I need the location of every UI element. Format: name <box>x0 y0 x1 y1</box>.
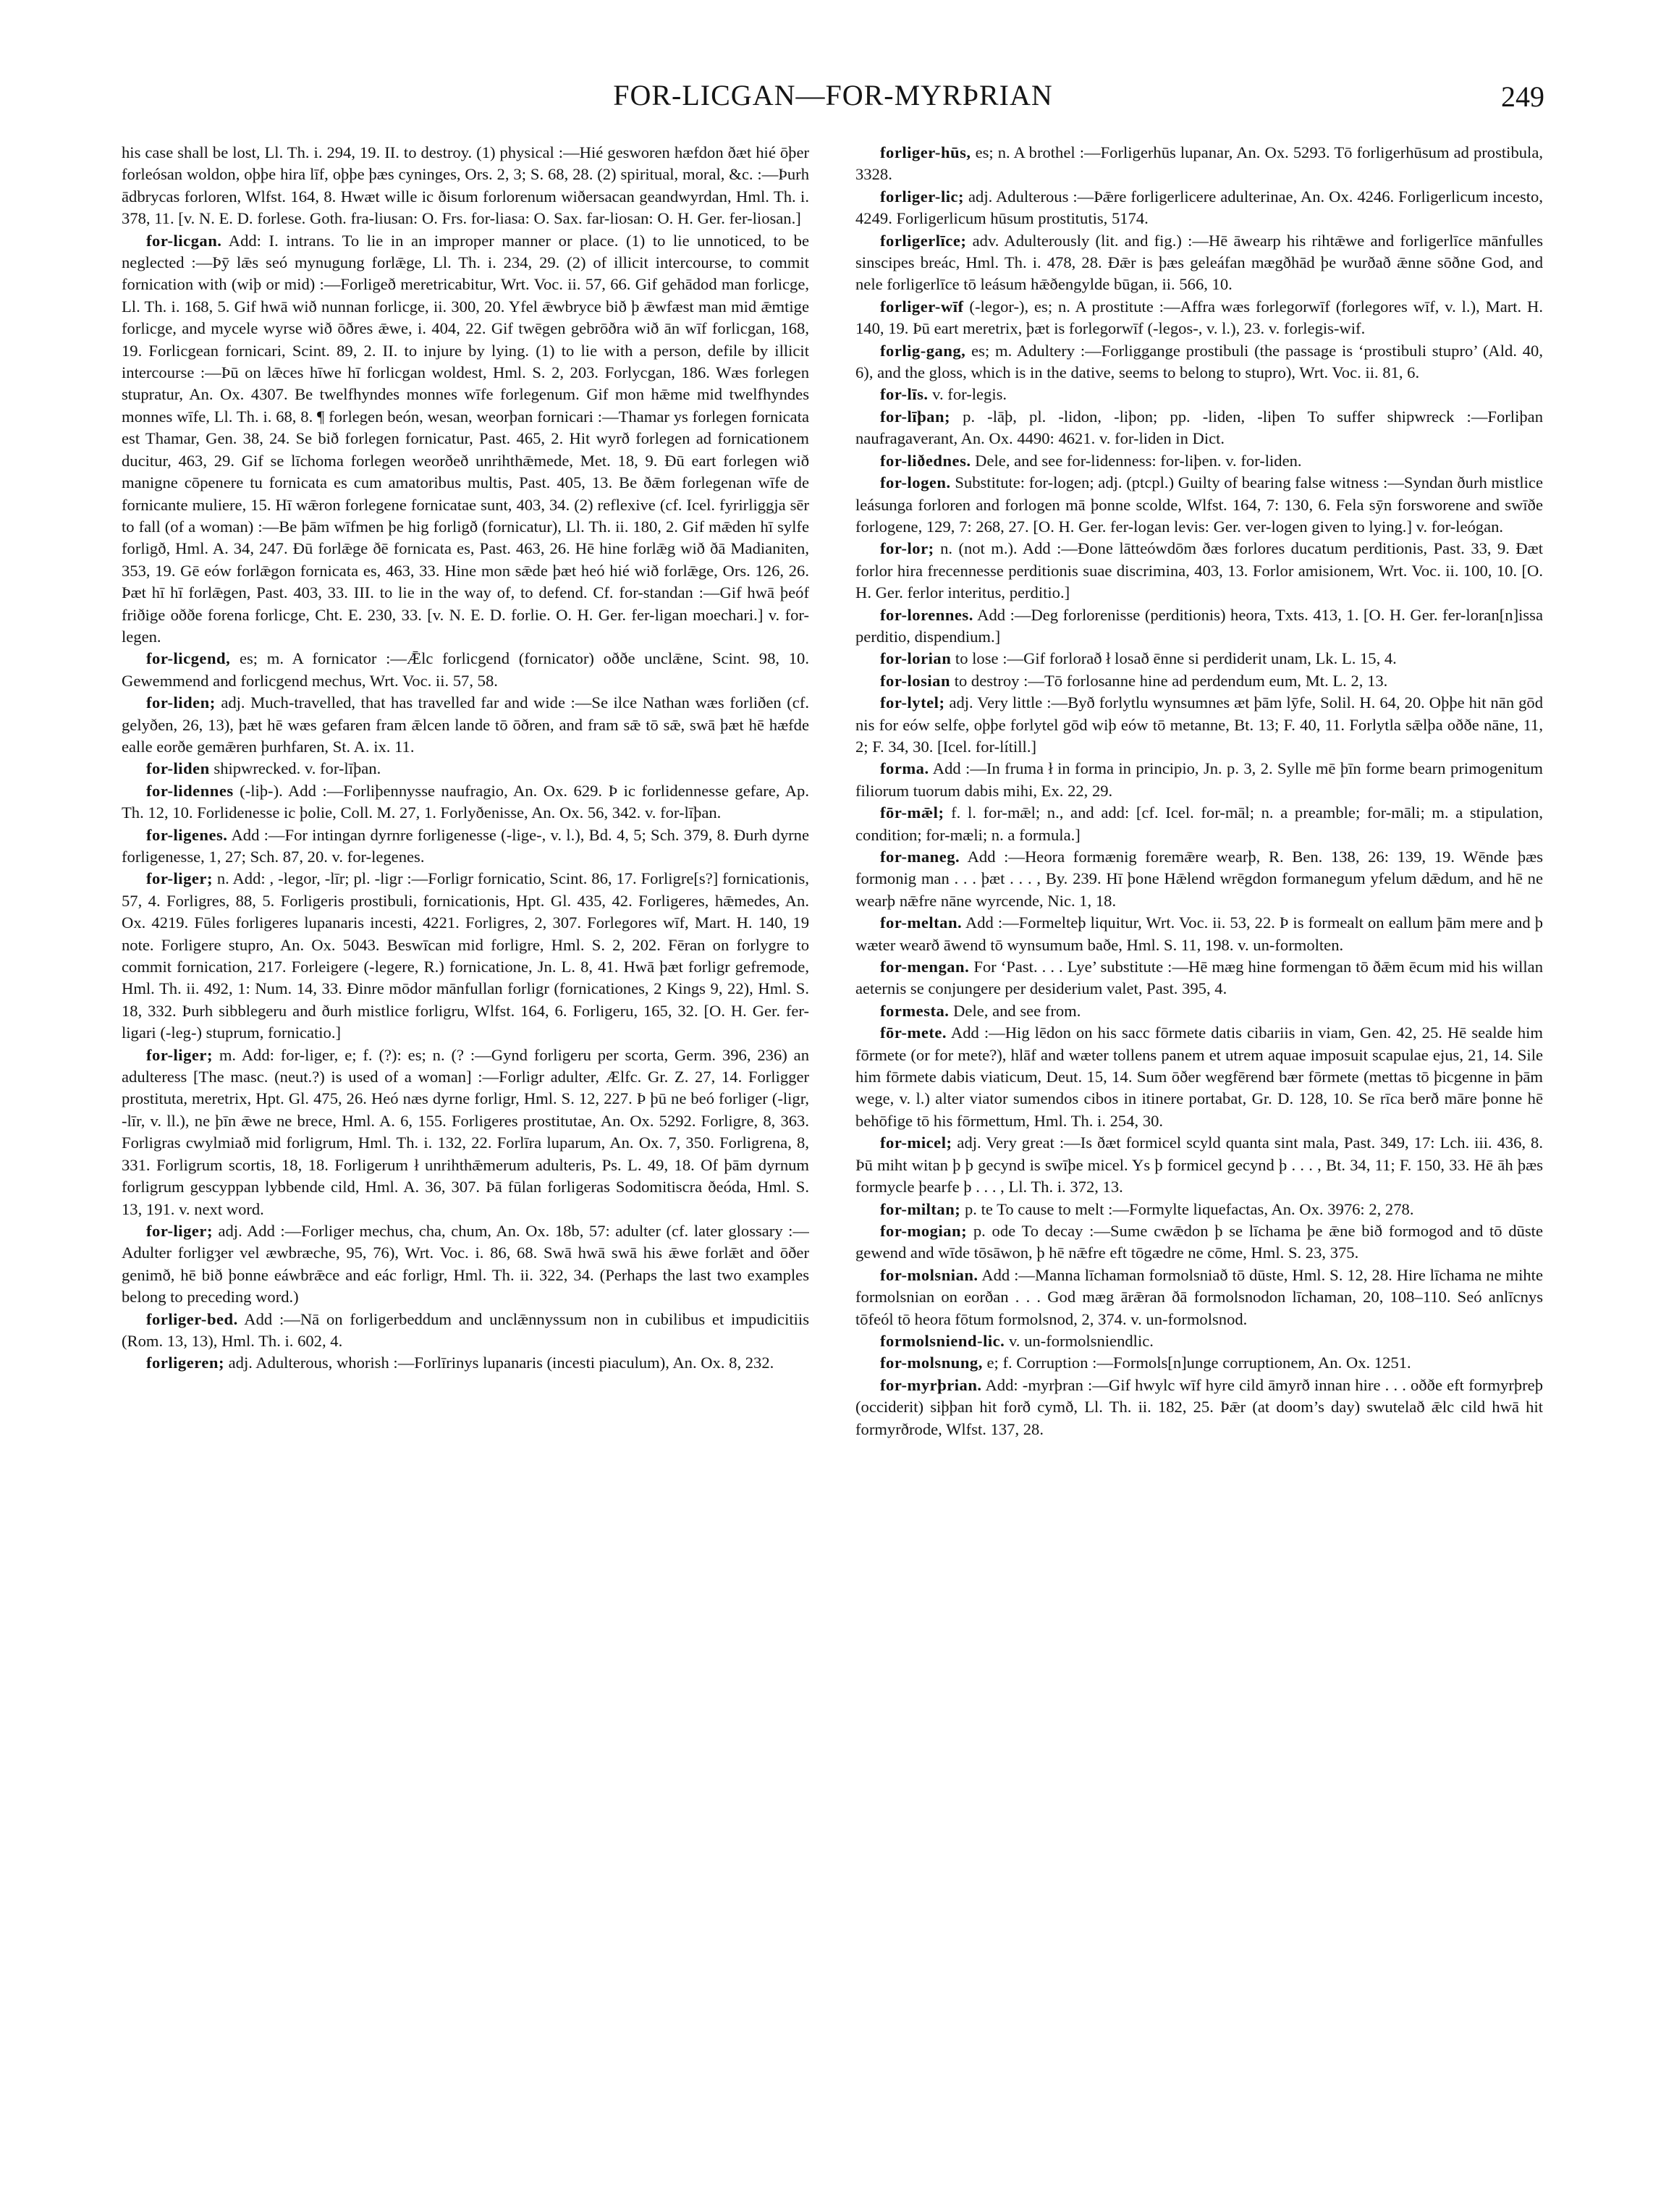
dictionary-entry <box>855 692 1543 758</box>
dictionary-entry <box>122 868 809 1044</box>
dictionary-entry <box>855 912 1543 956</box>
entry-headword: for-losian <box>880 671 951 690</box>
dictionary-entry <box>855 186 1543 230</box>
page-header <box>122 78 1544 122</box>
entry-body: p. ode To decay :—Sume cwǣdon þ se līchama þe ǣne bið formogod and tō dūste gewend and wīde tōsāwon, þ hē nǣfre eft tōgædre ne cōme, Hml. S. 23, 375. <box>855 1221 1543 1262</box>
entry-headword: for-lorian <box>880 649 952 668</box>
entry-headword: forliger-bed. <box>146 1309 238 1328</box>
entry-body: m. Add: for-liger, e; f. (?): es; n. (? :—Gynd forligeru per scorta, Germ. 396, 236) an adulteress [The masc. (neut.?) is used of a woman] :—Forligr adulter, Ælfc. Gr. Z. 27, 14. Forligger prostituta, meretrix, Hpt. Gl. 475, 26. Heó næs dyrne forligr, Hml. S. 12, 227. Þ þū ne beó forliger (-ligr, -līr, v. ll.), ne þīn ǣwe ne brece, Hml. A. 6, 155. Forligeres prostitutae, An. Ox. 5292. Forligre, 8, 363. Forligras cwylmiað mid forligrum, Hml. Th. i. 132, 22. Forlīra luparum, An. Ox. 7, 350. Forligrena, 8, 331. Forligrum scortis, 18, 18. Forligerum ł unrihthǣmerum adulteris, Ps. L. 49, 18. Of þām dyrnum forligrum gescyppan lybbende cild, Hml. A. 36, 307. Þā fūlan forligeras Sodomitiscra ðeóda, Hml. S. 13, 191. v. next word. <box>122 1045 809 1218</box>
dictionary-entry <box>855 1132 1543 1198</box>
entry-body: f. l. for-mǣl; n., and add: [cf. Icel. for-māl; n. a preamble; for-māli; m. a stipulation, condition; for-mæli; n. a formula.] <box>855 803 1543 844</box>
dictionary-entry <box>122 142 809 230</box>
entry-headword: for-licgan. <box>146 231 222 250</box>
dictionary-entry <box>122 1220 809 1309</box>
entry-body: to lose :—Gif forlorað ł losað ēnne si perdiderit unam, Lk. L. 15, 4. <box>951 649 1397 668</box>
dictionary-entry <box>855 142 1543 186</box>
dictionary-entry <box>122 1309 809 1353</box>
entry-headword: for-liden <box>146 759 210 778</box>
page-number: 249 <box>1501 80 1544 113</box>
entry-body: p. -lāþ, pl. -lidon, -liþon; pp. -liden, -liþen To suffer shipwreck :—Forliþan naufragaverant, An. Ox. 4490: 4621. v. for-liden in Dict. <box>855 407 1543 448</box>
entry-headword: for-logen. <box>880 473 951 492</box>
entry-headword: fōr-mete. <box>880 1023 947 1042</box>
dictionary-entry <box>855 450 1543 472</box>
entry-body: (-legor-), es; n. A prostitute :—Affra wæs forlegorwīf (forlegores wīf, v. l.), Mart. H. 140, 19. Þū eart meretrix, þæt is forlegorwīf (-legos-, v. l.), 23. v. forlegis-wif. <box>855 297 1543 338</box>
entry-headword: formolsniend-lic. <box>880 1331 1005 1350</box>
dictionary-entry <box>855 1022 1543 1132</box>
dictionary-entry <box>855 1352 1543 1374</box>
dictionary-entry <box>855 340 1543 384</box>
entry-headword: for-miltan; <box>880 1199 961 1218</box>
entry-headword: for-mengan. <box>880 958 970 976</box>
entry-body: Add :—In fruma ł in forma in principio, Jn. p. 3, 2. Sylle mē þīn forme bearn primogenitum filiorum tuorum dabis mihi, Ex. 22, 29. <box>855 759 1543 800</box>
entry-headword: forliger-lic; <box>880 187 965 206</box>
dictionary-entry <box>855 1000 1543 1022</box>
entry-body: Add :—Formelteþ liquitur, Wrt. Voc. ii. 53, 22. Þ is formealt on eallum þām mere and þ wæter wearð āwend tō wynsumum baðe, Hml. S. 11, 198. v. un-formolten. <box>855 913 1543 954</box>
entry-body: es; m. A fornicator :—Ǣlc forlicgend (fornicator) oððe unclǣne, Scint. 98, 10. Gewemmend and forlicgend mechus, Wrt. Voc. ii. 57, 58. <box>122 649 809 690</box>
dictionary-entry <box>122 780 809 824</box>
entry-headword: forlig-gang, <box>880 341 966 360</box>
entry-headword: forliger-hūs, <box>880 143 971 161</box>
entry-headword: for-liðednes. <box>880 451 971 470</box>
dictionary-entry <box>855 1199 1543 1220</box>
entry-headword: for-myrþrian. <box>880 1375 982 1394</box>
entry-body: adj. Adulterous :—Þǣre forligerlicere adulterinae, An. Ox. 4246. Forligerlicum incesto, 4249. Forligerlicum hūsum prostitutis, 5174. <box>855 187 1543 228</box>
entry-body: Dele, and see from. <box>949 1001 1081 1020</box>
entry-body: es; n. A brothel :—Forligerhūs lupanar, An. Ox. 5293. Tō forligerhūsum ad prostibula, 3328. <box>855 143 1543 184</box>
dictionary-entry <box>855 472 1543 538</box>
entry-headword: for-liden; <box>146 693 216 712</box>
dictionary-entry <box>122 758 809 780</box>
entry-headword: for-lorennes. <box>880 605 973 624</box>
dictionary-entry <box>855 846 1543 912</box>
entry-headword: for-līs. <box>880 385 929 404</box>
dictionary-entry <box>855 802 1543 846</box>
entry-body: to destroy :—Tō forlosanne hine ad perdendum eum, Mt. L. 2, 13. <box>950 671 1388 690</box>
entry-body: v. for-legis. <box>928 385 1007 404</box>
entry-headword: fōr-mǣl; <box>880 803 944 822</box>
dictionary-entry <box>855 648 1543 670</box>
entry-headword: for-lor; <box>880 539 934 558</box>
entry-headword: for-liger; <box>146 1221 213 1240</box>
entry-headword: for-micel; <box>880 1134 952 1152</box>
dictionary-entry <box>855 1220 1543 1265</box>
entry-headword: for-ligenes. <box>146 825 228 844</box>
entry-body: Dele, and see for-lidenness: for-liþen. v. for-liden. <box>971 451 1302 470</box>
dictionary-entry <box>855 604 1543 649</box>
dictionary-entry <box>122 230 809 649</box>
dictionary-entry <box>855 670 1543 692</box>
entry-body: Add :—Manna līchaman formolsniað tō dūste, Hml. S. 12, 28. Hire līchama ne mihte formolsnian on eorðan . . . God mæg ārǣran ðā formolsnodon līchaman, 20, 108–110. Seó anlīcnys tōfeól tō heora fōtum formolsnod, 2, 374. v. un-formolsnod. <box>855 1265 1543 1328</box>
entry-headword: for-līþan; <box>880 407 951 426</box>
dictionary-entry <box>855 956 1543 1000</box>
entry-body: adj. Adulterous, whorish :—Forlīrinys lupanaris (incesti piaculum), An. Ox. 8, 232. <box>224 1354 774 1372</box>
entry-body: Add :—Deg forlorenisse (perditionis) heora, Txts. 413, 1. [O. H. Ger. fer-loran[n]issa perditio, dispendium.] <box>855 605 1543 646</box>
entry-headword: for-lidennes <box>146 781 234 800</box>
entry-body: (-liþ-). Add :—Forliþennysse naufragio, An. Ox. 629. Þ ic forlidennesse gefare, Ap. Th. 12, 10. Forlidenesse ic þolie, Coll. M. 27, 1. Forlyðenisse, An. Ox. 56, 342. v. for-līþan. <box>122 781 809 822</box>
entry-body: n. Add: , -legor, -līr; pl. -ligr :—Forligr fornicatio, Scint. 86, 17. Forligre[s?] fornicationis, 57, 4. Forligres, 88, 5. Forligeris prostibuli, fornicationis, Hpt. Gl. 435, 42. Forligeres, hǣmedes, An. Ox. 4219. Fūles forligeres lupanaris incesti, 4221. Forligres, 2, 307. Forlegores wīf, Mart. H. 140, 19 note. Forligere stupro, An. Ox. 5043. Beswīcan mid forligre, Hml. S. 2, 202. Fēran on forlygre to commit fornication, 217. Forleigere (-legere, R.) fornicatione, Jn. L. 8, 41. Hwā þæt forligr gefremode, Hml. Th. ii. 492, 1: Num. 14, 33. Ðinre mōdor mānfullan forligr (fornicationes, 2 Kings 9, 22), Hml. S. 18, 332. Þurh sibblegeru and ðurh mistlice forligru, Wlfst. 164, 6. Forligeru, 165, 32. [O. H. Ger. fer-ligari (-leg-) stuprum, fornicatio.] <box>122 869 809 1042</box>
entry-body: Substitute: for-logen; adj. (ptcpl.) Guilty of bearing false witness :—Syndan ðurh mistlice leásunga forloren and forlogen mā þonne scolde, Wlfst. 164, 7: 130, 6. Fela sȳn forsworene and swīðe forlogene, 129, 7: 268, 27. [O. H. Ger. fer-logan levis: Ger. ver-logen given to lying.] v. for-leógan. <box>855 473 1543 536</box>
running-head: FOR-LICGAN—FOR-MYRÞRIAN <box>613 79 1053 111</box>
entry-body: shipwrecked. v. for-līþan. <box>209 759 381 778</box>
dictionary-entry <box>855 538 1543 604</box>
entry-headword: for-meltan. <box>880 913 963 932</box>
entry-body: v. un-formolsniendlic. <box>1005 1331 1154 1350</box>
dictionary-entry <box>855 758 1543 802</box>
left-column <box>122 142 809 2161</box>
entry-body: Add :—For intingan dyrnre forligenesse (-lige-, v. l.), Bd. 4, 5; Sch. 379, 8. Ðurh dyrne forligenesse, 1, 27; Sch. 87, 20. v. for-legenes. <box>122 825 809 866</box>
entry-body: adj. Add :—Forliger mechus, cha, chum, An. Ox. 18b, 57: adulter (cf. later glossary :—Adulter forligȝer vel æwbræche, 95, 76), Wrt. Voc. i. 86, 68. Swā hwā swā his ǣwe forlǣt and ōðer genimð, hē bið þonne eáwbrǣce and eác forligr, Hml. Th. ii. 322, 34. (Perhaps the last two examples belong to preceding word.) <box>122 1221 809 1306</box>
dictionary-entry <box>855 1330 1543 1352</box>
entry-headword: for-licgend, <box>146 649 231 668</box>
entry-headword: for-maneg. <box>880 848 960 866</box>
dictionary-entry <box>855 1265 1543 1330</box>
entry-body: his case shall be lost, Ll. Th. i. 294, 19. II. to destroy. (1) physical :—Hié gesworen hæfdon ðæt hié ōþer forleósan woldon, oþþe hira līf, oþþe þæs cyninges, Ors. 2, 3; S. 68, 28. (2) spiritual, moral, &c. :—Þurh ādbrycas forloren, Wlfst. 164, 8. Hwæt wille ic ðisum forlorenum wiðersacan geandwyrdan, Hml. Th. i. 378, 11. [v. N. E. D. forlese. Goth. fra-liusan: O. Frs. for-liasa: O. Sax. far-liosan: O. H. Ger. fer-liosan.] <box>122 143 809 228</box>
entry-body: adj. Much-travelled, that has travelled far and wide :—Se ilce Nathan wæs forliðen (cf. gelyðen, 26, 13), þæt hē wæs gefaren fram ǣlcen lande tō ōðren, and fram sǣ tō sǣ, swā þæt hē hæfde ealle eorðe gemǣren þurhfaren, St. A. ix. 11. <box>122 693 809 756</box>
dictionary-entry <box>855 1375 1543 1440</box>
entry-body: Add :—Heora formænig foremǣre wearþ, R. Ben. 138, 26: 139, 19. Wēnde þæs formonig man . . . þæt . . . , By. 239. Hī þone Hǣlend wrēgdon formanegum yfelum dǣdum, and hē ne wearþ nǣfre nāne wyrcende, Nic. 1, 18. <box>855 848 1543 910</box>
entry-body: For ‘Past. . . . Lye’ substitute :—Hē mæg hine formengan tō ðǣm ēcum mid his willan aeternis se conjungere per desiderium valet, Past. 395, 4. <box>855 958 1543 998</box>
dictionary-entry <box>855 230 1543 296</box>
dictionary-entry <box>122 648 809 692</box>
entry-headword: forligeren; <box>146 1354 224 1372</box>
dictionary-entry <box>855 296 1543 340</box>
entry-headword: for-liger; <box>146 869 213 888</box>
entry-body: Add: -myrþran :—Gif hwylc wīf hyre cild āmyrð innan hire . . . oððe eft formyrþreþ (occiderit) siþþan hit forð cymð, Ll. Th. ii. 182, 25. Þǣr (at doom’s day) swutelað ǣlc cild hwā hit formyrðrode, Wlfst. 137, 28. <box>855 1375 1543 1438</box>
entry-body: adj. Very great :—Is ðæt formicel scyld quanta sint mala, Past. 349, 17: Lch. iii. 436, 8. Þū miht witan þ þ gecynd is swīþe micel. Ys þ formicel gecynd þ . . . , Bt. 34, 11; F. 150, 33. Hē āh þæs formycle þearfe þ . . . , Ll. Th. i. 372, 13. <box>855 1134 1543 1196</box>
entry-headword: formesta. <box>880 1001 950 1020</box>
entry-body: Add :—Nā on forligerbeddum and unclǣnnyssum non in cubilibus et impudicitiis (Rom. 13, 13), Hml. Th. i. 602, 4. <box>122 1309 809 1350</box>
entry-body: p. te To cause to melt :—Formylte liquefactas, An. Ox. 3976: 2, 278. <box>960 1199 1414 1218</box>
entry-headword: for-lytel; <box>880 693 945 712</box>
entry-headword: forma. <box>880 759 929 778</box>
entry-body: adv. Adulterously (lit. and fig.) :—Hē āwearp his rihtǣwe and forligerlīce mānfulles sinscipes breác, Hml. Th. i. 478, 28. Ðǣr is þæs geleáfan mægðhād þe wurðað ǣnne sōðne God, and nele forligerlīce tō leásum hǣðengylde būgan, ii. 566, 10. <box>855 231 1543 294</box>
entry-headword: for-molsnian. <box>880 1265 978 1284</box>
entry-body: Add :—Hig lēdon on his sacc fōrmete datis cibariis in viam, Gen. 42, 25. Hē sealde him fōrmete (or for mete?), hlāf and wæter tollens panem et utrem aquae imposuit scapulae ejus, 21, 14. Sile him fōrmete dabis viaticum, Deut. 15, 14. Sum ōðer wegfērend bær fōrmete (mettas tō þicgenne in þām wege, v. l.) alter viator sumendos cibos in itinere portabat, Gr. D. 128, 10. Se rīca berð māre þonne hē behōfige tō his fōrmettum, Hml. Th. i. 254, 30. <box>855 1023 1543 1130</box>
entry-body: Add: I. intrans. To lie in an improper manner or place. (1) to lie unnoticed, to be neglected :—Þȳ lǣs seó mynugung forlǣge, Ll. Th. i. 234, 29. (2) of illicit intercourse, to commit fornication with (wiþ or mid) :—Forligeð meretricabitur, Wrt. Voc. ii. 57, 66. Gif gehādod man forlicge, Ll. Th. i. 168, 5. Gif hwā wið nunnan forlicge, ii. 300, 20. Yfel ǣwbryce bið þ ǣwfæst man mid ǣmtige forlicge, and mycele wyrse wið ōðres ǣwe, i. 404, 22. Gif twēgen gebrōðra wið ān wīf forlicgan, 168, 19. Forlicgean fornicari, Scint. 89, 2. II. to injure by lying. (1) to lie with a person, defile by illicit intercourse :—Þū on lǣces hīwe hī forlicgan woldest, Hml. S. 2, 203. Forlycgan, 186. Wæs forlegen stupratur, An. Ox. 4307. Be twelfhyndes monnes wīfe forlegenum. Gif mon hǣme mid twelfhyndes monnes wīfe, Ll. Th. i. 68, 8. ¶ forlegen beón, wesan, weorþan fornicari :—Thamar ys forlegen fornicata est Thamar, Gen. 38, 24. Se bið forlegen fornicatur, Past. 465, 2. Hit wyrð forlegen ad fornicationem ducitur, 463, 29. Gif se līchoma forlegen weorðeð unrihthǣmede, Met. 18, 9. Ðū eart forlegen wið manigne cōpenere tu fornicata es cum amatoribus multis, Past. 405, 13. Be ðǣm forlegenan wīfe de fornicante muliere, 15. Hī wǣron forlegene fornicatae sunt, 403, 34. (2) reflexive (cf. Icel. fyrirliggja sēr to fall (of a woman) :—Be þām wīfmen þe hig forligð (fornicatur), Ll. Th. ii. 180, 2. Gif mǣden hī sylfe forligð, Hml. A. 34, 247. Ðū forlǣge ðē fornicata es, Past. 463, 26. Hē hine forlǣg wið ðā Madianiten, 353, 19. Gē eów forlǣgon fornicata es, 463, 33. Hine mon sǣde þæt heó hié wið forlǣge, Ors. 126, 26. Þæt hī hī forlǣgen, Past. 403, 33. III. to lie in the way of, to defend. Cf. for-standan :—Gif hwā þeóf friðige oððe forena forlicge, Cht. E. 230, 33. [v. N. E. D. forlie. O. H. Ger. fer-ligan moechari.] v. for-legen. <box>122 231 809 646</box>
entry-headword: forligerlīce; <box>880 231 967 250</box>
entry-body: n. (not m.). Add :—Ðone lātteówdōm ðæs forlores ducatum perditionis, Past. 33, 9. Ðæt forlor hira frecennesse perditionis suae discrimina, 403, 13. Forlor amisionem, Wrt. Voc. ii. 100, 10. [O. H. Ger. ferlor interitus, perditio.] <box>855 539 1543 602</box>
dictionary-entry <box>122 692 809 758</box>
entry-headword: for-liger; <box>146 1045 213 1064</box>
entry-body: e; f. Corruption :—Formols[n]unge corruptionem, An. Ox. 1251. <box>982 1354 1411 1372</box>
dictionary-entry <box>122 1044 809 1220</box>
entry-body: es; m. Adultery :—Forliggange prostibuli (the passage is ‘prostibuli stupro’ (Ald. 40, 6), and the gloss, which is in the dative, seems to belong to stupro), Wrt. Voc. ii. 81, 6. <box>855 341 1543 382</box>
entry-headword: forliger-wīf <box>880 297 964 316</box>
dictionary-entry <box>122 1352 809 1374</box>
dictionary-entry <box>122 824 809 869</box>
right-column <box>855 142 1543 2161</box>
dictionary-entry <box>855 384 1543 405</box>
entry-headword: for-molsnung, <box>880 1354 983 1372</box>
entry-headword: for-mogian; <box>880 1221 968 1240</box>
dictionary-entry <box>855 406 1543 450</box>
entry-body: adj. Very little :—Byð forlytlu wynsumnes æt þām lȳfe, Solil. H. 64, 20. Oþþe hit nān gōd nis for eów selfe, oþþe forlytel gōd wiþ eów tō metanne, Bt. 13; F. 40, 11. Forlytla sǣlþa oððe nāne, 11, 2; F. 34, 30. [Icel. for-lítill.] <box>855 693 1543 756</box>
